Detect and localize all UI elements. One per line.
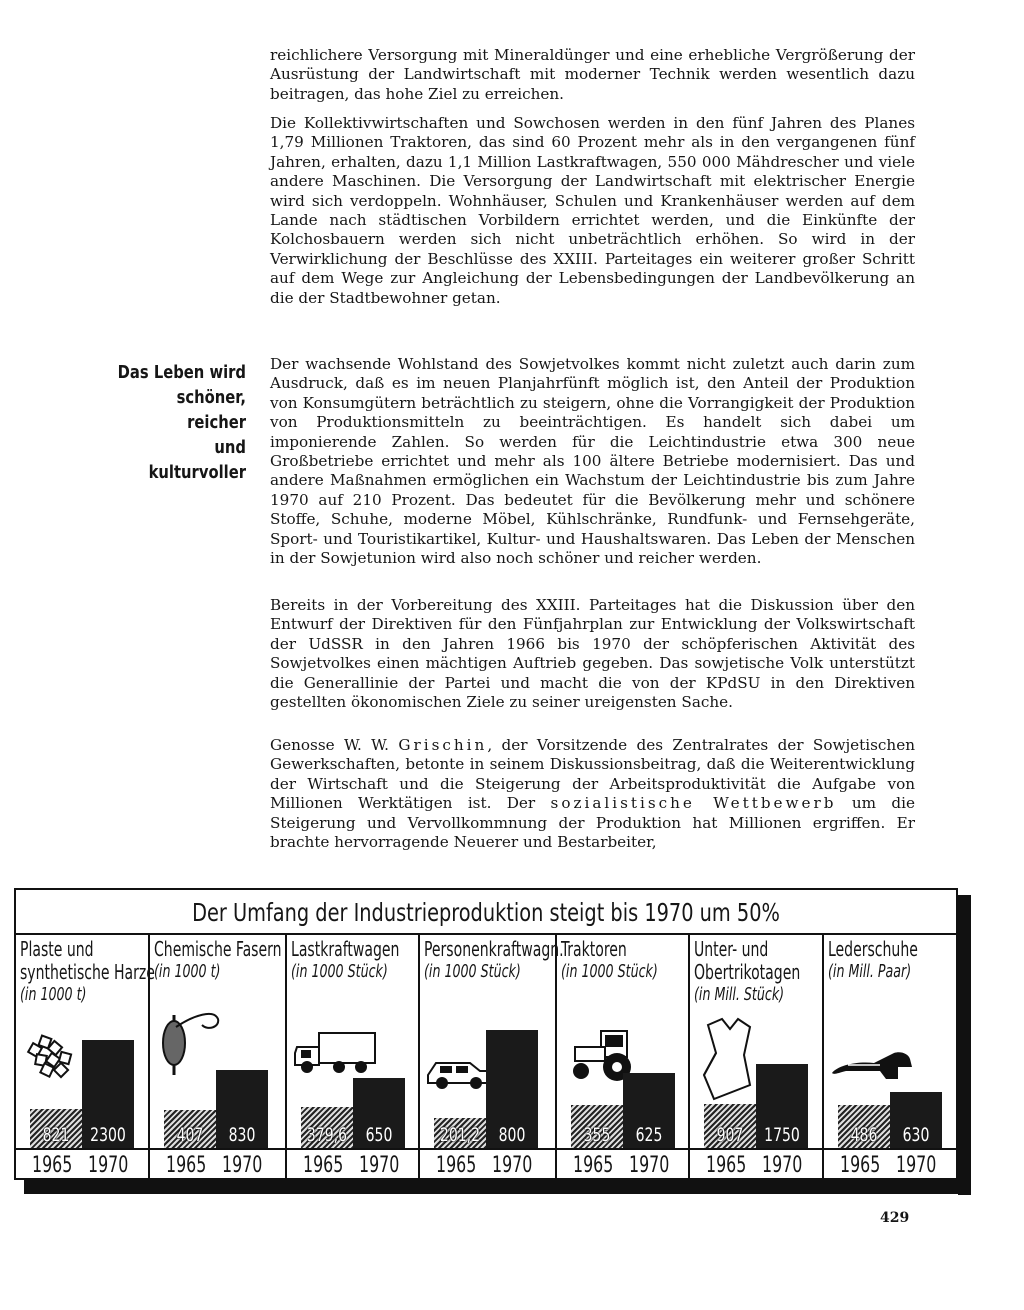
chart-panel xyxy=(16,935,155,1180)
panel-label: Plaste und xyxy=(20,937,94,961)
chart-panel xyxy=(690,935,824,1180)
bar-value-label: 625 xyxy=(635,1124,663,1146)
year-row xyxy=(557,1148,688,1182)
bar-1965 xyxy=(838,1105,890,1148)
shoe-icon xyxy=(828,1045,918,1089)
bar-value-label: 2300 xyxy=(90,1124,126,1146)
bar-1970 xyxy=(486,1030,538,1148)
bar-value-label: 907 xyxy=(716,1124,744,1146)
car-icon xyxy=(424,1045,494,1099)
panel-unit: (in 1000 Stück) xyxy=(424,961,521,982)
bar-1970 xyxy=(756,1064,808,1148)
bar-1970 xyxy=(890,1092,942,1148)
body-paragraph-2: Die Kollektivwirtschaften und Sowchosen werden in den fünf Jahren des Planes 1,79 Millionen Traktoren, das sind 60 Prozent mehr als in den vergangenen fünf Jahren, erhalten, dazu 1,1 Million Lastkraftwagen, 550 000 Mähdrescher und viele andere Maschinen. Die Versorgung der Landwirtschaft mit elektrischer Energie wird sich verdoppeln. Wohnhäuser, Schulen und Krankenhäuser werden auf dem Lande nach städtischen Vorbildern errichtet werden, und die Einkünfte der Kolchosbauern werden sich nicht unbeträchtlich erhöhen. So wird in der Verwirklichung der Beschlüsse des XXIII. Parteitages ein weiterer großer Schritt auf dem Wege zur Angleichung der Lebensbedingungen der Landbevölkerung an die der Stadtbewohner getan. xyxy=(270,114,915,307)
chart-panel xyxy=(824,935,958,1180)
emphasized-name: Grischin xyxy=(398,736,488,754)
bar-value-label: 821 xyxy=(42,1124,70,1146)
year-label: 1970 xyxy=(359,1153,400,1178)
chart-panel xyxy=(557,935,690,1180)
year-row xyxy=(824,1148,958,1182)
body-paragraph-3: Der wachsende Wohlstand des Sowjetvolkes kommt nicht zuletzt auch darin zum Ausdruck, daß es im neuen Planjahrfünft möglich ist, den Anteil der Produktion von Konsumgütern beträchtlich zu steigern, ohne die Vorrangigkeit der Produktion von Produktionsmitteln zu beeinträchtigen. Es handelt sich dabei um imponierende Zahlen. So werden für die Leichtindustrie etwa 300 neue Großbetriebe errichtet und mehr als 100 ältere Betriebe modernisiert. Das und andere Maßnahmen ermöglichen ein Wachstum der Leichtindustrie bis zum Jahre 1970 auf 210 Prozent. Das bedeutet für die Bevölkerung mehr und schönere Stoffe, Schuhe, moderne Möbel, Kühlschränke, Rundfunk- und Fernsehgeräte, Sport- und Touristikartikel, Kultur- und Haushaltswaren. Das Leben der Menschen in der Sowjetunion wird also noch schöner und reicher werden. xyxy=(270,355,915,568)
panel-unit: (in 1000 t) xyxy=(20,984,87,1005)
bar-value-label: 630 xyxy=(902,1124,930,1146)
bar-value-label: 355 xyxy=(583,1124,611,1146)
bar-value-label: 800 xyxy=(498,1124,526,1146)
panel-label: Obertrikotagen xyxy=(694,960,801,984)
year-label: 1965 xyxy=(573,1153,614,1178)
year-label: 1965 xyxy=(166,1153,207,1178)
panel-unit: (in 1000 Stück) xyxy=(291,961,388,982)
side-heading-line: Das Leben wird xyxy=(117,362,246,383)
bar-value-label: 650 xyxy=(365,1124,393,1146)
plastic-pellets-icon xyxy=(20,1023,80,1087)
truck-icon xyxy=(291,1025,381,1084)
chart-panel xyxy=(287,935,420,1180)
fiber-spindle-icon xyxy=(154,1005,224,1089)
paragraph-text: , der Vorsitzende des Zentralrates der Sowjetischen Gewerkschaften, betonte in seinem Diskussionsbeitrag, daß die Weiterentwicklung der Wirtschaft und die Steigerung der Arbeitsproduktivität die Aufgabe von Millionen Werktätigen ist. Der xyxy=(270,736,915,813)
year-label: 1965 xyxy=(840,1153,881,1178)
year-label: 1965 xyxy=(706,1153,747,1178)
side-heading-line: und kulturvoller xyxy=(148,437,246,483)
year-label: 1970 xyxy=(88,1153,129,1178)
graphic-shadow-bottom xyxy=(24,1180,971,1194)
bar-value-label: 1750 xyxy=(764,1124,800,1146)
panel-label: Lastkraftwagen xyxy=(291,937,400,961)
side-heading-line: schöner, reicher xyxy=(176,387,246,433)
bar-1970 xyxy=(216,1070,268,1148)
bar-1970 xyxy=(623,1073,675,1148)
bar-value-label: 379,6 xyxy=(306,1124,348,1146)
year-label: 1970 xyxy=(629,1153,670,1178)
knitwear-icon xyxy=(694,1015,764,1109)
year-row xyxy=(287,1148,418,1182)
body-paragraph-5 xyxy=(270,736,915,852)
bar-value-label: 407 xyxy=(176,1124,204,1146)
panel-label: Unter- und xyxy=(694,937,769,961)
body-paragraph-1: reichlichere Versorgung mit Mineraldünger und eine erhebliche Vergrößerung der Ausrüstung der Landwirtschaft mit moderner Technik werden wesentlich dazu beitragen, das hohe Ziel zu erreichen. xyxy=(270,46,915,103)
panel-label: Traktoren xyxy=(561,937,627,961)
bar-value-label: 201,2 xyxy=(439,1124,481,1146)
panel-unit: (in Mill. Paar) xyxy=(828,961,912,982)
chart-panel xyxy=(420,935,564,1180)
year-label: 1970 xyxy=(222,1153,263,1178)
paragraph-text: Genosse W. W. xyxy=(270,736,399,754)
bar-value-label: 486 xyxy=(850,1124,878,1146)
panel-label: Personenkraftwagn. xyxy=(424,937,564,961)
bar-1965 xyxy=(704,1104,756,1148)
panel-label: Lederschuhe xyxy=(828,937,918,961)
panel-label: Chemische Fasern xyxy=(154,937,282,961)
graphic-shadow-right xyxy=(958,895,971,1195)
year-label: 1970 xyxy=(896,1153,937,1178)
year-row xyxy=(690,1148,822,1182)
bar-value-label: 830 xyxy=(228,1124,256,1146)
bar-1970 xyxy=(82,1040,134,1148)
body-paragraph-4: Bereits in der Vorbereitung des XXIII. Parteitages hat die Diskussion über den Entwurf der Direktiven für den Fünfjahrplan zur Entwicklung der Volkswirtschaft der UdSSR in den Jahren 1966 bis 1970 der schöpferischen Aktivität des Sowjetvolkes einen mächtigen Auftrieb gegeben. Das sowjetische Volk unterstützt die Generallinie der Partei und macht die von der KPdSU in den Direktiven gestellten ökonomischen Ziele zu seiner ureigensten Sache. xyxy=(270,596,915,712)
panel-label: synthetische Harze xyxy=(20,960,155,984)
bar-1965 xyxy=(571,1105,623,1148)
year-label: 1965 xyxy=(436,1153,477,1178)
chart-panel xyxy=(150,935,287,1180)
side-heading xyxy=(113,360,246,485)
year-label: 1965 xyxy=(303,1153,344,1178)
year-label: 1970 xyxy=(492,1153,533,1178)
year-row xyxy=(16,1148,148,1182)
year-label: 1970 xyxy=(762,1153,803,1178)
panel-unit: (in 1000 t) xyxy=(154,961,221,982)
panel-unit: (in 1000 Stück) xyxy=(561,961,658,982)
bar-1965 xyxy=(434,1118,486,1148)
bar-1965 xyxy=(164,1110,216,1148)
chart-title: Der Umfang der Industrieproduktion steigt bis 1970 um 50% xyxy=(192,898,780,927)
bar-1965 xyxy=(30,1109,82,1148)
year-row xyxy=(150,1148,285,1182)
bar-1970 xyxy=(353,1078,405,1148)
panel-unit: (in Mill. Stück) xyxy=(694,984,785,1005)
bar-1965 xyxy=(301,1107,353,1148)
year-row xyxy=(420,1148,555,1182)
paragraph-text: um die Steigerung und Vervollkommnung der Produktion hat Millionen ergriffen. Er brachte hervorragende Neuerer und Bestarbeiter, xyxy=(270,794,915,852)
page-number: 429 xyxy=(880,1210,910,1226)
emphasized-term: sozialistische Wettbewerb xyxy=(550,794,837,813)
year-label: 1965 xyxy=(32,1153,73,1178)
